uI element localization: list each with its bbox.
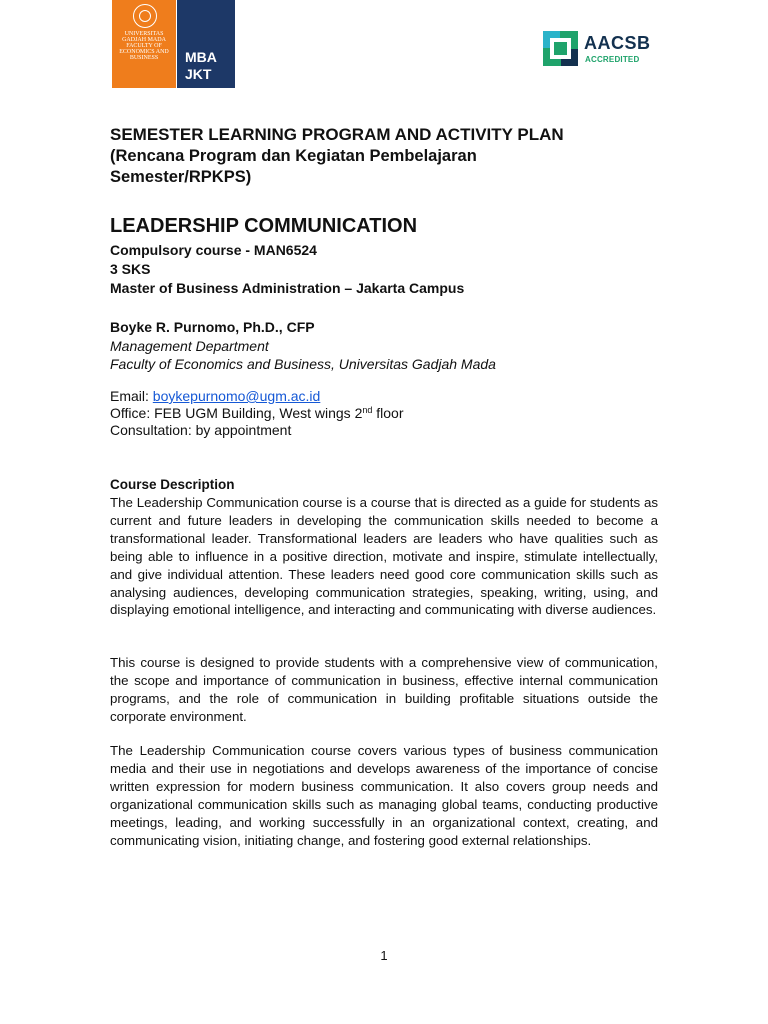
instructor-name: Boyke R. Purnomo, Ph.D., CFP: [110, 319, 315, 335]
course-title: LEADERSHIP COMMUNICATION: [110, 215, 418, 237]
email-link[interactable]: boykepurnomo@ugm.ac.id: [152, 388, 321, 404]
description-paragraph: The Leadership Communication course covers various types of business communication media and their use in negotiations and develops awareness of the importance of concise written expression for modern business communication. It also covers group needs and organizational communication skills such as managing global teams, conducting productive meetings, leading, and working successfully in an organizational context, creating, and communicating vision, initiating change, and fostering good external relationships.: [110, 743, 658, 848]
email-label: Email:: [110, 388, 153, 404]
course-credits: 3 SKS: [110, 261, 151, 277]
page-number: 1: [380, 948, 388, 963]
office-label: Office: FEB UGM Building, West wings 2: [110, 405, 363, 421]
mba-logo-line2: JKT: [185, 66, 212, 82]
course-description-heading: Course Description: [110, 477, 235, 492]
mba-logo-line1: MBA: [185, 49, 217, 65]
instructor-department: Management Department: [110, 338, 269, 354]
program-name: Master of Business Administration – Jakarta Campus: [110, 280, 465, 296]
consultation-line: Consultation: by appointment: [110, 422, 292, 438]
description-paragraph: The Leadership Communication course is a course that is directed as a guide for students as current and future leaders in developing the communication skills needed to become a transformational leader. Transformational leaders are leaders who have qualities such as being able to influence in a positive direction, motivate and inspire, stimulate intellectually, and give individual attention. These leaders need good core communication skills such as analysing audiences, developing communication strategies, speaking, writing, using, and displaying emotional intelligence, and interacting and communicating with diverse audiences.: [110, 495, 658, 618]
aacsb-tagline: ACCREDITED: [585, 55, 640, 64]
office-superscript: nd: [362, 405, 373, 415]
description-paragraph: This course is designed to provide students with a comprehensive view of communication, the scope and importance of communication in business, effective internal communication programs, and the role of communication in building profitable situations outside the corporate environment.: [110, 655, 658, 724]
office-suffix: floor: [372, 405, 404, 421]
mba-jkt-logo: [177, 0, 235, 88]
course-code: Compulsory course - MAN6524: [110, 242, 317, 258]
office-line: [110, 405, 404, 422]
aacsb-name: AACSB: [584, 33, 651, 53]
aacsb-icon: [543, 31, 578, 66]
ugm-logo-text: UNIVERSITAS GADJAH MADA FACULTY OF ECONOMICS AND BUSINESS: [119, 31, 169, 61]
ugm-feb-logo: [112, 0, 176, 88]
document-title: SEMESTER LEARNING PROGRAM AND ACTIVITY PLAN: [110, 125, 564, 144]
instructor-faculty: Faculty of Economics and Business, Universitas Gadjah Mada: [110, 356, 496, 372]
ugm-seal-icon: [133, 4, 157, 28]
email-line: [110, 388, 320, 405]
document-subtitle: (Rencana Program dan Kegiatan Pembelajaran Semester/RPKPS): [110, 147, 477, 186]
